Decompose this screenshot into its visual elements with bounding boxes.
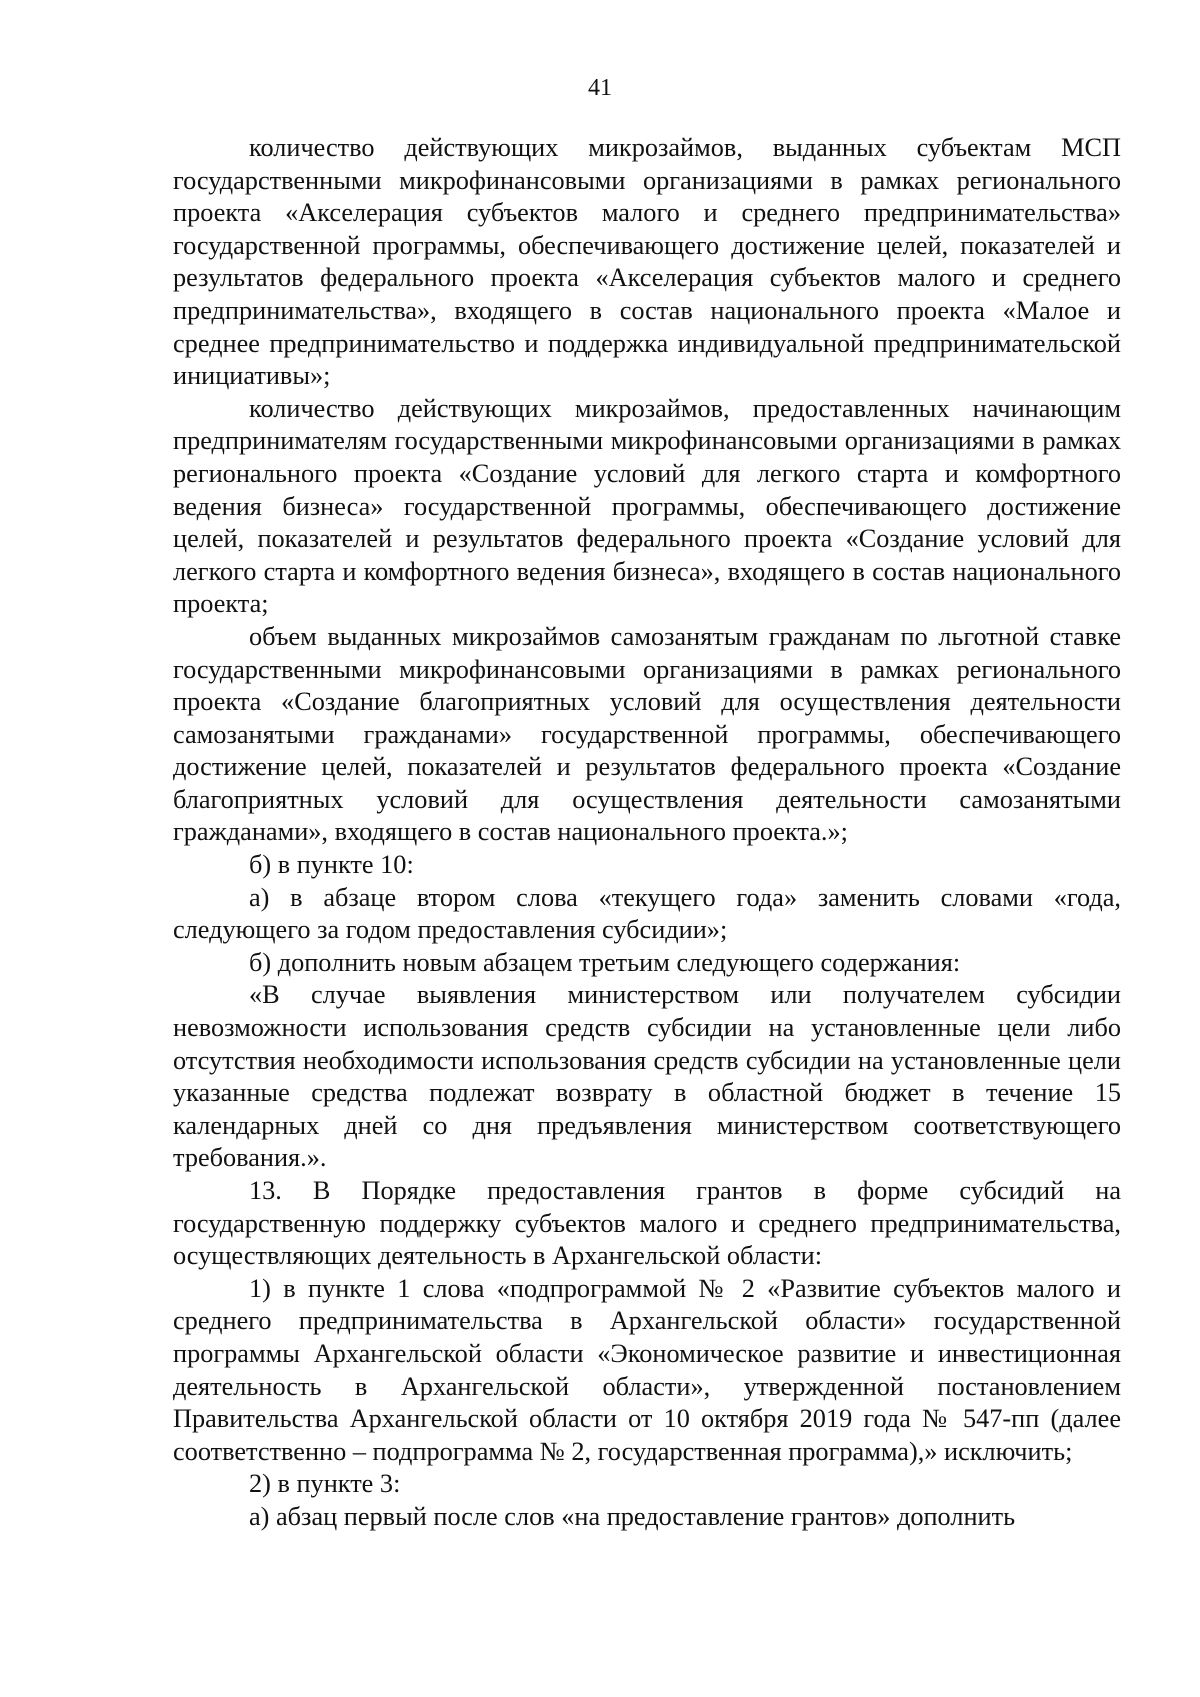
paragraph-new-third-paragraph: «В случае выявления министерством или получателем субсидии невозможности использования средств субсидии на установленные цели либо отсутствия необходимости использования средств субсидии на установленные цели указанные средства подлежат возврату в областной бюджет в течение 15 календарных дней со дня предъявления министерством соответствующего требования.».: [173, 980, 1121, 1173]
paragraph-item-10: б) в пункте 10:: [249, 850, 414, 880]
paragraph-indicator-msp-microloans: количество действующих микрозаймов, выданных субъектам МСП государственными микрофинансовыми организациями в рамках регионального проекта «Акселерация субъектов малого и среднего предпринимательства» государственной программы, обеспечивающего достижение целей, показателей и результатов федерального проекта «Акселерация субъектов малого и среднего предпринимательства», входящего в состав национального проекта «Малое и среднее предпринимательство и поддержка индивидуальной предпринимательской инициативы»;: [173, 133, 1121, 391]
document-body: [173, 132, 1121, 1534]
paragraph-item-10-b: б) дополнить новым абзацем третьим следующего содержания:: [249, 947, 961, 977]
paragraph-section-13: 13. В Порядке предоставления грантов в форме субсидий на государственную поддержку субъектов малого и среднего предпринимательства, осуществляющих деятельность в Архангельской области:: [173, 1176, 1121, 1271]
paragraph-item-10-a: а) в абзаце втором слова «текущего года» заменить словами «года, следующего за годом предоставления субсидии»;: [173, 882, 1121, 945]
paragraph-section-13-item-2-a: а) абзац первый после слов «на предоставление грантов» дополнить: [249, 1501, 1016, 1531]
paragraph-section-13-item-2: 2) в пункте 3:: [249, 1469, 401, 1499]
page-number: 41: [588, 75, 612, 101]
paragraph-section-13-item-1: 1) в пункте 1 слова «подпрограммой № 2 «Развитие субъектов малого и среднего предпринимательства в Архангельской области» государственной программы Архангельской области «Экономическое развитие и инвестиционная деятельность в Архангельской области», утвержденной постановлением Правительства Архангельской области от 10 октября 2019 года № 547-пп (далее соответственно – подпрограмма № 2, государственная программа),» исключить;: [173, 1273, 1121, 1466]
paragraph-indicator-startup-microloans: количество действующих микрозаймов, предоставленных начинающим предпринимателям государственными микрофинансовыми организациями в рамках регионального проекта «Создание условий для легкого старта и комфортного ведения бизнеса» государственной программы, обеспечивающего достижение целей, показателей и результатов федерального проекта «Создание условий для легкого старта и комфортного ведения бизнеса», входящего в состав национального проекта;: [173, 393, 1121, 619]
paragraph-indicator-selfemployed-microloans: объем выданных микрозаймов самозанятым гражданам по льготной ставке государственными микрофинансовыми организациями в рамках регионального проекта «Создание благоприятных условий для осуществления деятельности самозанятыми гражданами» государственной программы, обеспечивающего достижение целей, показателей и результатов федерального проекта «Создание благоприятных условий для осуществления деятельности самозанятыми гражданами», входящего в состав национального проекта.»;: [173, 621, 1121, 847]
